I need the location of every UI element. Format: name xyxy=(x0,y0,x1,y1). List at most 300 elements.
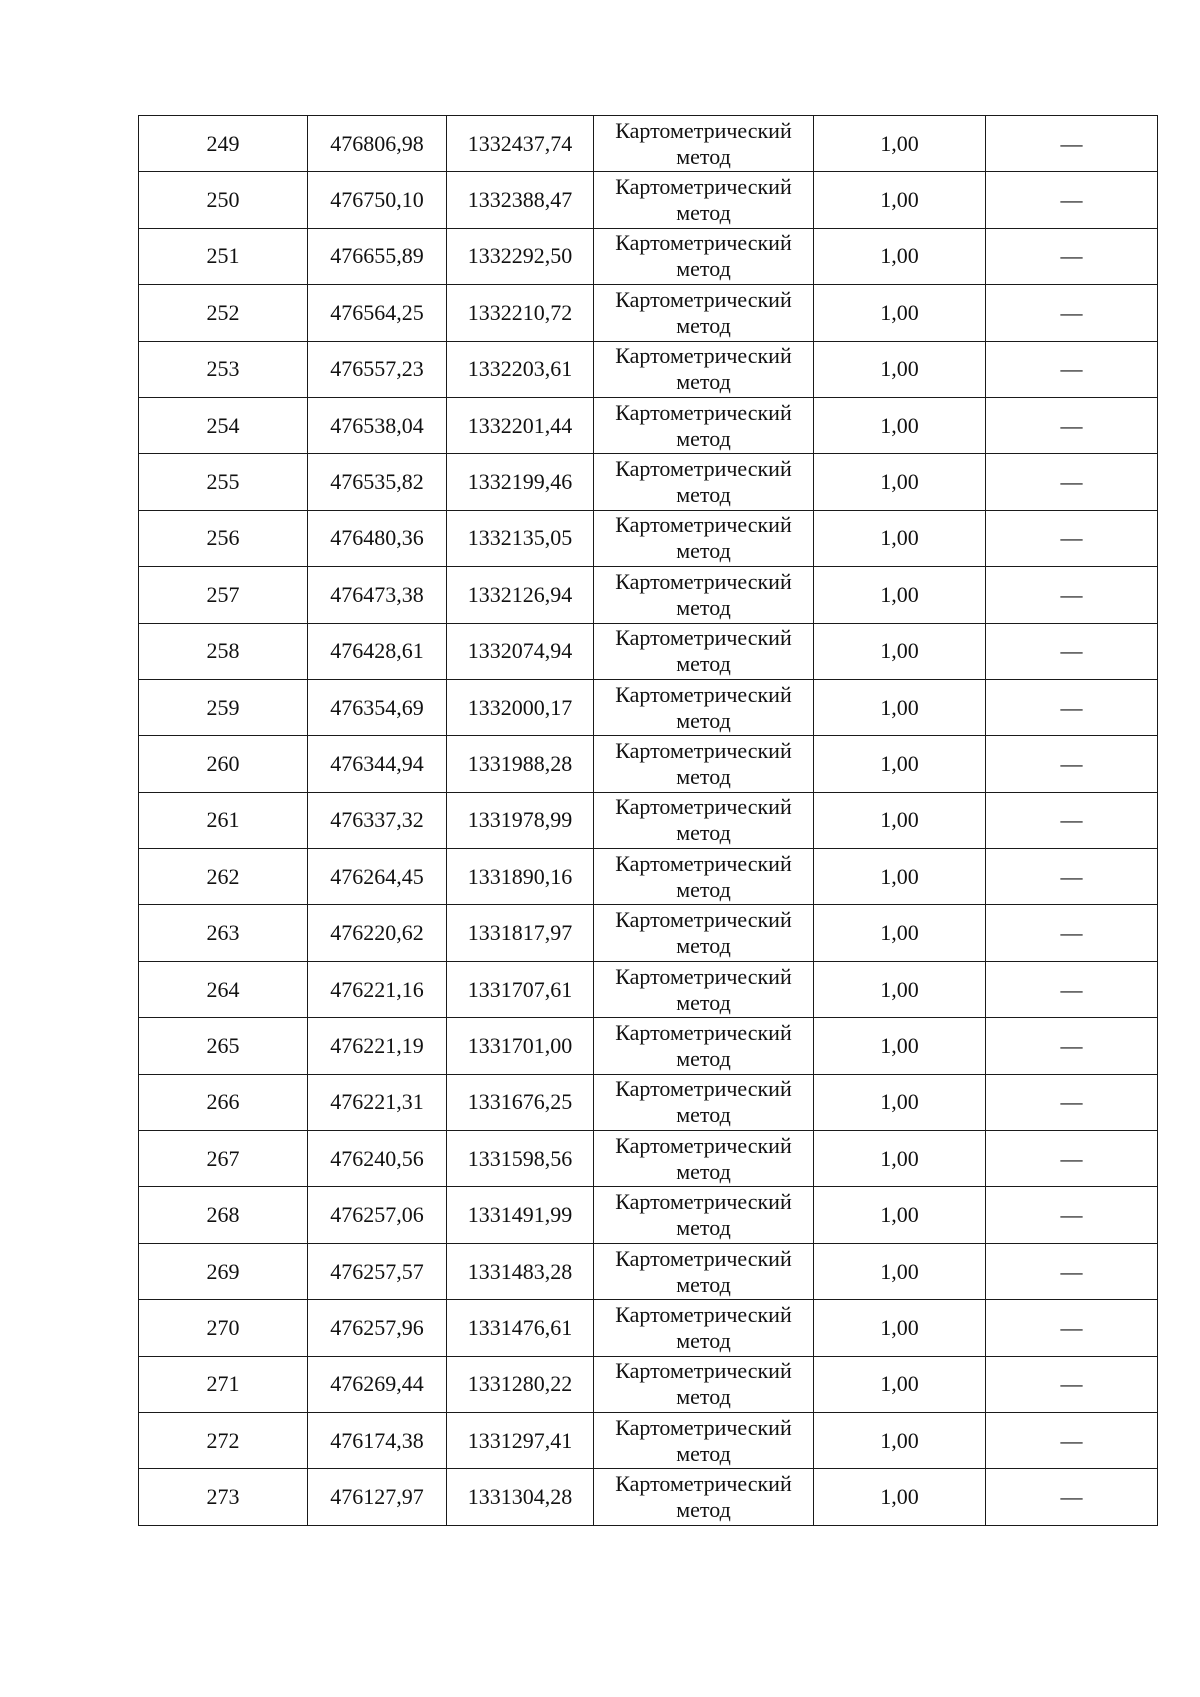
method-text: Картометрический метод xyxy=(615,343,792,395)
accuracy-cell xyxy=(814,454,986,510)
point-number-cell xyxy=(139,1074,308,1130)
y-text: 1331707,61 xyxy=(467,976,573,1002)
description-cell xyxy=(986,1469,1158,1525)
x-text: 476564,25 xyxy=(330,299,424,325)
description-cell xyxy=(986,961,1158,1017)
description-cell xyxy=(986,1074,1158,1130)
y-text: 1331978,99 xyxy=(467,807,573,833)
accuracy-cell xyxy=(814,1074,986,1130)
y-coordinate-cell xyxy=(447,1018,594,1074)
method-cell xyxy=(594,1018,814,1074)
accuracy-text: 1,00 xyxy=(880,1202,919,1228)
method-cell xyxy=(594,623,814,679)
table-row xyxy=(139,961,1158,1017)
method-text: Картометрический метод xyxy=(615,456,792,508)
method-text: Картометрический метод xyxy=(615,1301,792,1353)
method-text: Картометрический метод xyxy=(615,1019,792,1071)
y-text: 1331491,99 xyxy=(467,1202,573,1228)
description-text: — xyxy=(1060,130,1083,156)
description-text: — xyxy=(1060,694,1083,720)
y-text: 1332203,61 xyxy=(467,356,573,382)
x-coordinate-cell xyxy=(308,1074,447,1130)
num-text: 255 xyxy=(206,469,240,495)
x-text: 476535,82 xyxy=(330,469,424,495)
x-coordinate-cell xyxy=(308,1187,447,1243)
table-row xyxy=(139,510,1158,566)
num-text: 262 xyxy=(206,863,240,889)
y-text: 1331676,25 xyxy=(467,1089,573,1115)
method-text: Картометрический метод xyxy=(615,1471,792,1523)
y-text: 1332201,44 xyxy=(467,412,573,438)
accuracy-text: 1,00 xyxy=(880,1484,919,1510)
accuracy-cell xyxy=(814,961,986,1017)
y-coordinate-cell xyxy=(447,1300,594,1356)
table-row xyxy=(139,397,1158,453)
num-text: 260 xyxy=(206,750,240,776)
method-text: Картометрический метод xyxy=(615,850,792,902)
method-cell xyxy=(594,905,814,961)
method-text: Картометрический метод xyxy=(615,794,792,846)
y-coordinate-cell xyxy=(447,397,594,453)
x-coordinate-cell xyxy=(308,567,447,623)
accuracy-text: 1,00 xyxy=(880,187,919,213)
accuracy-text: 1,00 xyxy=(880,1371,919,1397)
description-text: — xyxy=(1060,1202,1083,1228)
description-cell xyxy=(986,792,1158,848)
y-text: 1332000,17 xyxy=(467,694,573,720)
num-text: 252 xyxy=(206,299,240,325)
num-text: 268 xyxy=(206,1202,240,1228)
method-cell xyxy=(594,567,814,623)
x-text: 476174,38 xyxy=(330,1427,424,1453)
table-row xyxy=(139,1187,1158,1243)
point-number-cell xyxy=(139,172,308,228)
table-row xyxy=(139,905,1158,961)
num-text: 253 xyxy=(206,356,240,382)
y-coordinate-cell xyxy=(447,1243,594,1299)
x-text: 476127,97 xyxy=(330,1484,424,1510)
x-coordinate-cell xyxy=(308,1412,447,1468)
table-row xyxy=(139,1131,1158,1187)
x-text: 476220,62 xyxy=(330,920,424,946)
description-cell xyxy=(986,1243,1158,1299)
x-coordinate-cell xyxy=(308,454,447,510)
y-text: 1331598,56 xyxy=(467,1145,573,1171)
description-text: — xyxy=(1060,243,1083,269)
method-cell xyxy=(594,454,814,510)
table-row xyxy=(139,1300,1158,1356)
accuracy-cell xyxy=(814,1300,986,1356)
num-text: 261 xyxy=(206,807,240,833)
num-text: 269 xyxy=(206,1258,240,1284)
table-row xyxy=(139,341,1158,397)
description-cell xyxy=(986,172,1158,228)
x-coordinate-cell xyxy=(308,1469,447,1525)
description-cell xyxy=(986,1412,1158,1468)
y-coordinate-cell xyxy=(447,1131,594,1187)
method-text: Картометрический метод xyxy=(615,963,792,1015)
y-coordinate-cell xyxy=(447,1412,594,1468)
description-text: — xyxy=(1060,920,1083,946)
method-text: Картометрический метод xyxy=(615,568,792,620)
coordinates-table xyxy=(138,115,1158,1526)
point-number-cell xyxy=(139,116,308,172)
num-text: 264 xyxy=(206,976,240,1002)
description-cell xyxy=(986,736,1158,792)
accuracy-cell xyxy=(814,1018,986,1074)
x-coordinate-cell xyxy=(308,736,447,792)
y-coordinate-cell xyxy=(447,510,594,566)
x-text: 476428,61 xyxy=(330,638,424,664)
method-cell xyxy=(594,1243,814,1299)
x-coordinate-cell xyxy=(308,1018,447,1074)
num-text: 267 xyxy=(206,1145,240,1171)
point-number-cell xyxy=(139,1187,308,1243)
method-cell xyxy=(594,116,814,172)
description-text: — xyxy=(1060,976,1083,1002)
description-cell xyxy=(986,1131,1158,1187)
accuracy-text: 1,00 xyxy=(880,920,919,946)
x-text: 476257,06 xyxy=(330,1202,424,1228)
accuracy-text: 1,00 xyxy=(880,1258,919,1284)
method-text: Картометрический метод xyxy=(615,1414,792,1466)
x-coordinate-cell xyxy=(308,1131,447,1187)
table-row xyxy=(139,679,1158,735)
y-text: 1331701,00 xyxy=(467,1032,573,1058)
y-text: 1331817,97 xyxy=(467,920,573,946)
description-text: — xyxy=(1060,525,1083,551)
x-coordinate-cell xyxy=(308,849,447,905)
y-coordinate-cell xyxy=(447,849,594,905)
x-coordinate-cell xyxy=(308,285,447,341)
description-cell xyxy=(986,1018,1158,1074)
table-row xyxy=(139,285,1158,341)
method-cell xyxy=(594,172,814,228)
x-coordinate-cell xyxy=(308,172,447,228)
accuracy-text: 1,00 xyxy=(880,807,919,833)
y-coordinate-cell xyxy=(447,736,594,792)
y-text: 1332199,46 xyxy=(467,469,573,495)
num-text: 257 xyxy=(206,581,240,607)
y-coordinate-cell xyxy=(447,623,594,679)
y-coordinate-cell xyxy=(447,961,594,1017)
point-number-cell xyxy=(139,1356,308,1412)
point-number-cell xyxy=(139,285,308,341)
accuracy-text: 1,00 xyxy=(880,412,919,438)
description-text: — xyxy=(1060,412,1083,438)
y-text: 1332388,47 xyxy=(467,187,573,213)
x-text: 476221,16 xyxy=(330,976,424,1002)
num-text: 259 xyxy=(206,694,240,720)
x-text: 476473,38 xyxy=(330,581,424,607)
description-text: — xyxy=(1060,581,1083,607)
point-number-cell xyxy=(139,1131,308,1187)
table-row xyxy=(139,849,1158,905)
num-text: 266 xyxy=(206,1089,240,1115)
y-coordinate-cell xyxy=(447,116,594,172)
description-cell xyxy=(986,285,1158,341)
description-text: — xyxy=(1060,356,1083,382)
y-text: 1331890,16 xyxy=(467,863,573,889)
x-text: 476750,10 xyxy=(330,187,424,213)
num-text: 256 xyxy=(206,525,240,551)
description-text: — xyxy=(1060,1145,1083,1171)
accuracy-text: 1,00 xyxy=(880,694,919,720)
method-cell xyxy=(594,1131,814,1187)
point-number-cell xyxy=(139,849,308,905)
accuracy-cell xyxy=(814,397,986,453)
x-coordinate-cell xyxy=(308,623,447,679)
y-coordinate-cell xyxy=(447,679,594,735)
y-text: 1331476,61 xyxy=(467,1314,573,1340)
description-text: — xyxy=(1060,187,1083,213)
accuracy-cell xyxy=(814,623,986,679)
table-row xyxy=(139,1243,1158,1299)
point-number-cell xyxy=(139,1018,308,1074)
point-number-cell xyxy=(139,905,308,961)
y-text: 1331304,28 xyxy=(467,1484,573,1510)
point-number-cell xyxy=(139,228,308,284)
x-text: 476221,19 xyxy=(330,1032,424,1058)
y-coordinate-cell xyxy=(447,172,594,228)
method-text: Картометрический метод xyxy=(615,512,792,564)
accuracy-text: 1,00 xyxy=(880,1145,919,1171)
table-row xyxy=(139,1356,1158,1412)
accuracy-text: 1,00 xyxy=(880,243,919,269)
description-text: — xyxy=(1060,1089,1083,1115)
accuracy-cell xyxy=(814,1356,986,1412)
x-text: 476264,45 xyxy=(330,863,424,889)
method-text: Картометрический метод xyxy=(615,1245,792,1297)
y-text: 1331483,28 xyxy=(467,1258,573,1284)
method-text: Картометрический метод xyxy=(615,1132,792,1184)
method-cell xyxy=(594,792,814,848)
y-text: 1332135,05 xyxy=(467,525,573,551)
y-text: 1332126,94 xyxy=(467,581,573,607)
num-text: 265 xyxy=(206,1032,240,1058)
accuracy-cell xyxy=(814,172,986,228)
description-cell xyxy=(986,1187,1158,1243)
table-row xyxy=(139,792,1158,848)
method-cell xyxy=(594,397,814,453)
accuracy-cell xyxy=(814,285,986,341)
method-cell xyxy=(594,510,814,566)
table-row xyxy=(139,172,1158,228)
point-number-cell xyxy=(139,1469,308,1525)
num-text: 272 xyxy=(206,1427,240,1453)
point-number-cell xyxy=(139,736,308,792)
point-number-cell xyxy=(139,1412,308,1468)
x-text: 476240,56 xyxy=(330,1145,424,1171)
table-row xyxy=(139,736,1158,792)
method-text: Картометрический метод xyxy=(615,1076,792,1128)
point-number-cell xyxy=(139,341,308,397)
accuracy-cell xyxy=(814,116,986,172)
table-row xyxy=(139,1074,1158,1130)
method-text: Картометрический метод xyxy=(615,230,792,282)
method-cell xyxy=(594,228,814,284)
accuracy-text: 1,00 xyxy=(880,356,919,382)
x-text: 476538,04 xyxy=(330,412,424,438)
table-row xyxy=(139,116,1158,172)
method-text: Картометрический метод xyxy=(615,681,792,733)
num-text: 271 xyxy=(206,1371,240,1397)
y-coordinate-cell xyxy=(447,1356,594,1412)
description-cell xyxy=(986,679,1158,735)
accuracy-cell xyxy=(814,679,986,735)
accuracy-cell xyxy=(814,1469,986,1525)
accuracy-cell xyxy=(814,849,986,905)
description-text: — xyxy=(1060,863,1083,889)
y-coordinate-cell xyxy=(447,1074,594,1130)
point-number-cell xyxy=(139,792,308,848)
accuracy-cell xyxy=(814,567,986,623)
num-text: 273 xyxy=(206,1484,240,1510)
accuracy-cell xyxy=(814,1131,986,1187)
x-coordinate-cell xyxy=(308,792,447,848)
y-coordinate-cell xyxy=(447,905,594,961)
accuracy-cell xyxy=(814,792,986,848)
method-text: Картометрический метод xyxy=(615,399,792,451)
accuracy-text: 1,00 xyxy=(880,1089,919,1115)
description-text: — xyxy=(1060,1427,1083,1453)
point-number-cell xyxy=(139,1300,308,1356)
point-number-cell xyxy=(139,679,308,735)
y-coordinate-cell xyxy=(447,341,594,397)
y-coordinate-cell xyxy=(447,454,594,510)
point-number-cell xyxy=(139,510,308,566)
x-coordinate-cell xyxy=(308,510,447,566)
method-text: Картометрический метод xyxy=(615,286,792,338)
accuracy-cell xyxy=(814,736,986,792)
method-cell xyxy=(594,285,814,341)
description-text: — xyxy=(1060,638,1083,664)
x-text: 476344,94 xyxy=(330,750,424,776)
x-text: 476257,57 xyxy=(330,1258,424,1284)
description-text: — xyxy=(1060,750,1083,776)
description-cell xyxy=(986,567,1158,623)
x-text: 476269,44 xyxy=(330,1371,424,1397)
point-number-cell xyxy=(139,961,308,1017)
accuracy-cell xyxy=(814,1243,986,1299)
x-coordinate-cell xyxy=(308,228,447,284)
table-row xyxy=(139,623,1158,679)
x-coordinate-cell xyxy=(308,397,447,453)
description-text: — xyxy=(1060,807,1083,833)
method-cell xyxy=(594,736,814,792)
description-text: — xyxy=(1060,1314,1083,1340)
description-cell xyxy=(986,341,1158,397)
method-text: Картометрический метод xyxy=(615,907,792,959)
description-cell xyxy=(986,905,1158,961)
accuracy-cell xyxy=(814,1187,986,1243)
accuracy-cell xyxy=(814,341,986,397)
method-cell xyxy=(594,1074,814,1130)
num-text: 254 xyxy=(206,412,240,438)
x-text: 476557,23 xyxy=(330,356,424,382)
method-cell xyxy=(594,1469,814,1525)
accuracy-text: 1,00 xyxy=(880,299,919,325)
num-text: 251 xyxy=(206,243,240,269)
description-text: — xyxy=(1060,469,1083,495)
accuracy-text: 1,00 xyxy=(880,1314,919,1340)
method-cell xyxy=(594,679,814,735)
accuracy-text: 1,00 xyxy=(880,525,919,551)
description-cell xyxy=(986,849,1158,905)
table-row xyxy=(139,228,1158,284)
x-text: 476806,98 xyxy=(330,130,424,156)
description-cell xyxy=(986,397,1158,453)
x-text: 476480,36 xyxy=(330,525,424,551)
y-coordinate-cell xyxy=(447,567,594,623)
num-text: 270 xyxy=(206,1314,240,1340)
table-row xyxy=(139,567,1158,623)
x-coordinate-cell xyxy=(308,116,447,172)
method-text: Картометрический метод xyxy=(615,1189,792,1241)
y-coordinate-cell xyxy=(447,1469,594,1525)
y-text: 1332292,50 xyxy=(467,243,573,269)
accuracy-text: 1,00 xyxy=(880,750,919,776)
description-cell xyxy=(986,116,1158,172)
x-coordinate-cell xyxy=(308,679,447,735)
x-coordinate-cell xyxy=(308,341,447,397)
method-cell xyxy=(594,1412,814,1468)
table-row xyxy=(139,454,1158,510)
description-text: — xyxy=(1060,1032,1083,1058)
num-text: 263 xyxy=(206,920,240,946)
description-cell xyxy=(986,623,1158,679)
x-coordinate-cell xyxy=(308,1356,447,1412)
description-cell xyxy=(986,454,1158,510)
accuracy-text: 1,00 xyxy=(880,638,919,664)
x-text: 476354,69 xyxy=(330,694,424,720)
method-cell xyxy=(594,849,814,905)
accuracy-cell xyxy=(814,228,986,284)
method-cell xyxy=(594,341,814,397)
table-row xyxy=(139,1412,1158,1468)
description-cell xyxy=(986,510,1158,566)
description-cell xyxy=(986,1356,1158,1412)
y-coordinate-cell xyxy=(447,228,594,284)
method-cell xyxy=(594,961,814,1017)
method-text: Картометрический метод xyxy=(615,625,792,677)
accuracy-cell xyxy=(814,1412,986,1468)
x-text: 476655,89 xyxy=(330,243,424,269)
y-text: 1332210,72 xyxy=(467,299,573,325)
description-text: — xyxy=(1060,1484,1083,1510)
x-text: 476337,32 xyxy=(330,807,424,833)
table-row xyxy=(139,1018,1158,1074)
point-number-cell xyxy=(139,567,308,623)
description-cell xyxy=(986,1300,1158,1356)
method-cell xyxy=(594,1187,814,1243)
x-coordinate-cell xyxy=(308,1243,447,1299)
y-text: 1332437,74 xyxy=(467,130,573,156)
x-text: 476221,31 xyxy=(330,1089,424,1115)
accuracy-text: 1,00 xyxy=(880,863,919,889)
description-text: — xyxy=(1060,1371,1083,1397)
x-text: 476257,96 xyxy=(330,1314,424,1340)
num-text: 250 xyxy=(206,187,240,213)
num-text: 258 xyxy=(206,638,240,664)
accuracy-text: 1,00 xyxy=(880,1427,919,1453)
y-text: 1331297,41 xyxy=(467,1427,573,1453)
table-row xyxy=(139,1469,1158,1525)
accuracy-text: 1,00 xyxy=(880,976,919,1002)
description-text: — xyxy=(1060,1258,1083,1284)
x-coordinate-cell xyxy=(308,905,447,961)
y-coordinate-cell xyxy=(447,1187,594,1243)
